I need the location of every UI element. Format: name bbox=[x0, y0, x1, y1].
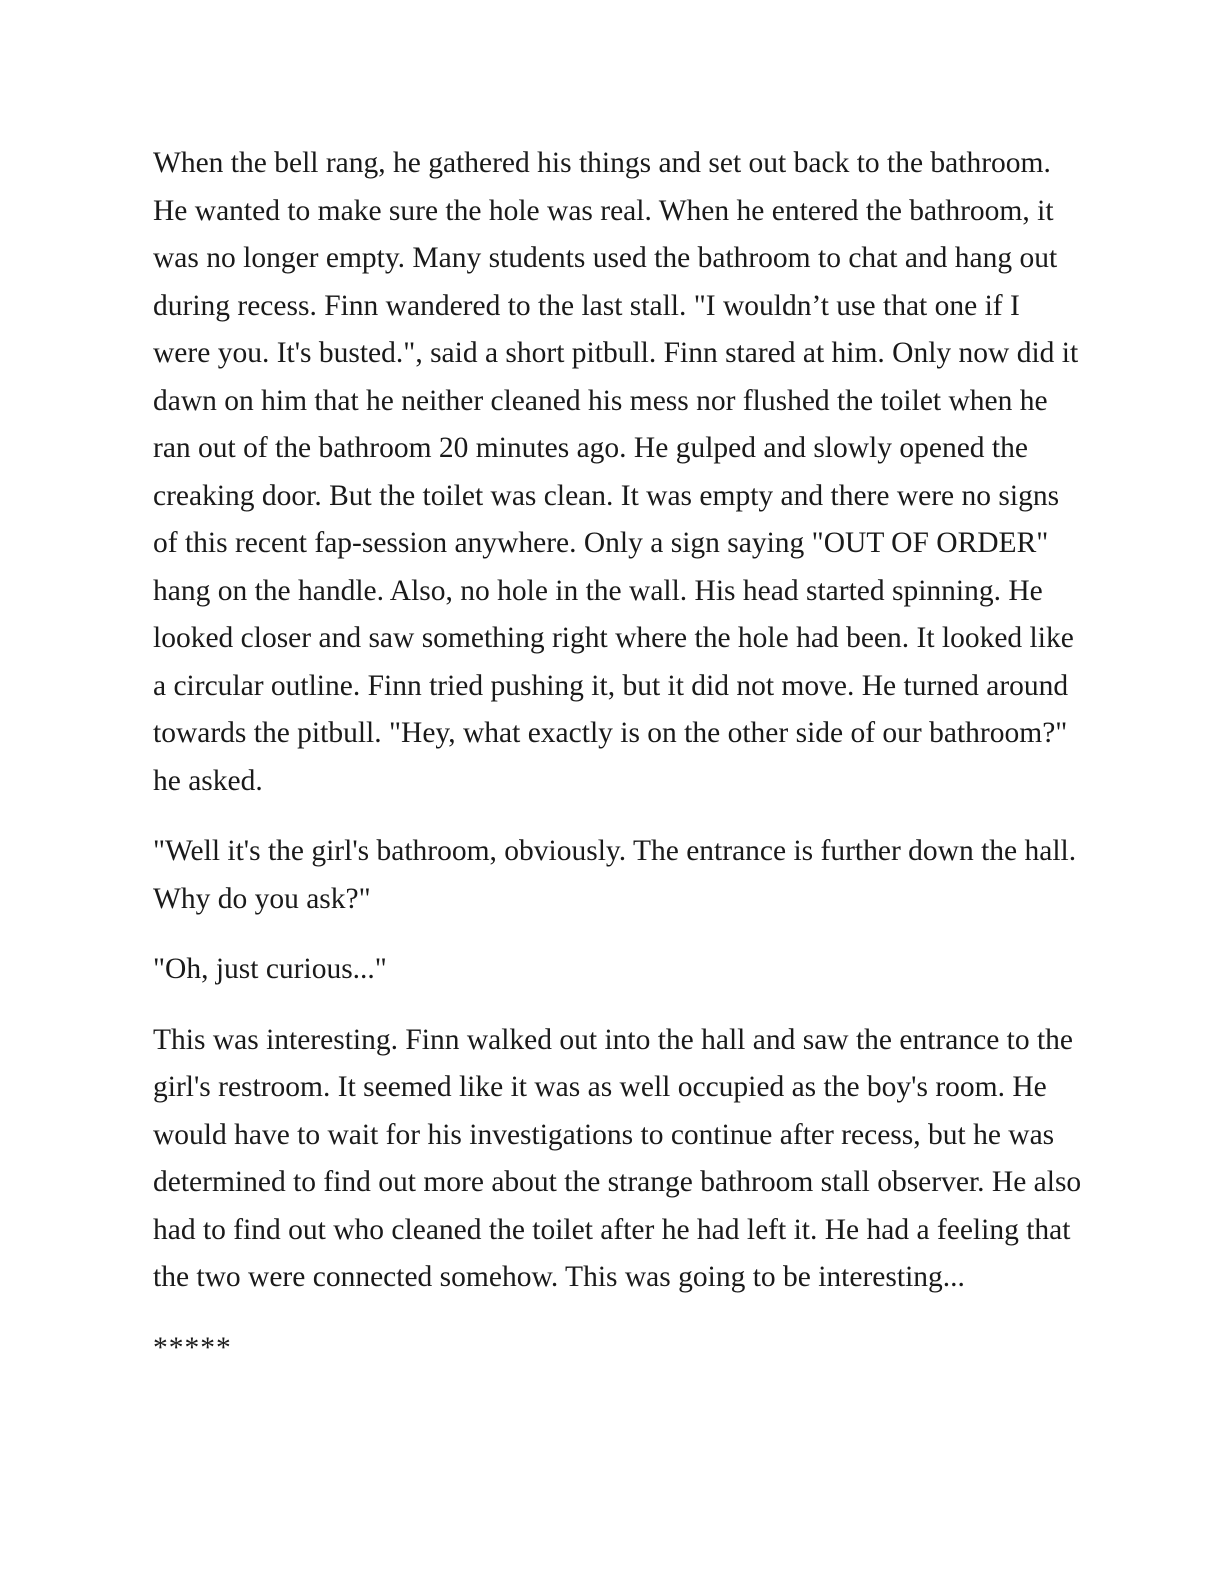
story-paragraph: When the bell rang, he gathered his things and set out back to the bathroom. He wanted to make sure the hole was real. When he entered the bathroom, it was no longer empty. Many students used the bathroom to chat and hang out during recess. Finn wandered to the last stall. "I wouldn’t use that one if I were you. It's busted.", said a short pitbull. Finn stared at him. Only now did it dawn on him that he neither cleaned his mess nor flushed the toilet when he ran out of the bathroom 20 minutes ago. He gulped and slowly opened the creaking door. But the toilet was clean. It was empty and there were no signs of this recent fap-session anywhere. Only a sign saying "OUT OF ORDER" hang on the handle. Also, no hole in the wall. His head started spinning. He looked closer and saw something right where the hole had been. It looked like a circular outline. Finn tried pushing it, but it did not move. He turned around towards the pitbull. "Hey, what exactly is on the other side of our bathroom?" he asked. bbox=[153, 147, 1079, 797]
dialogue-paragraph: "Oh, just curious..." bbox=[153, 953, 387, 985]
section-separator: ***** bbox=[153, 1331, 232, 1364]
story-paragraph: This was interesting. Finn walked out into the hall and saw the entrance to the girl's restroom. It seemed like it was as well occupied as the boy's room. He would have to wait for his investigations to continue after recess, but he was determined to find out more about the strange bathroom stall observer. He also had to find out who cleaned the toilet after he had left it. He had a feeling that the two were connected somehow. This was going to be interesting... bbox=[153, 1023, 1082, 1293]
document-page bbox=[153, 140, 1083, 1395]
dialogue-paragraph: "Well it's the girl's bathroom, obviously. The entrance is further down the hall. Why do you ask?" bbox=[153, 835, 1077, 915]
